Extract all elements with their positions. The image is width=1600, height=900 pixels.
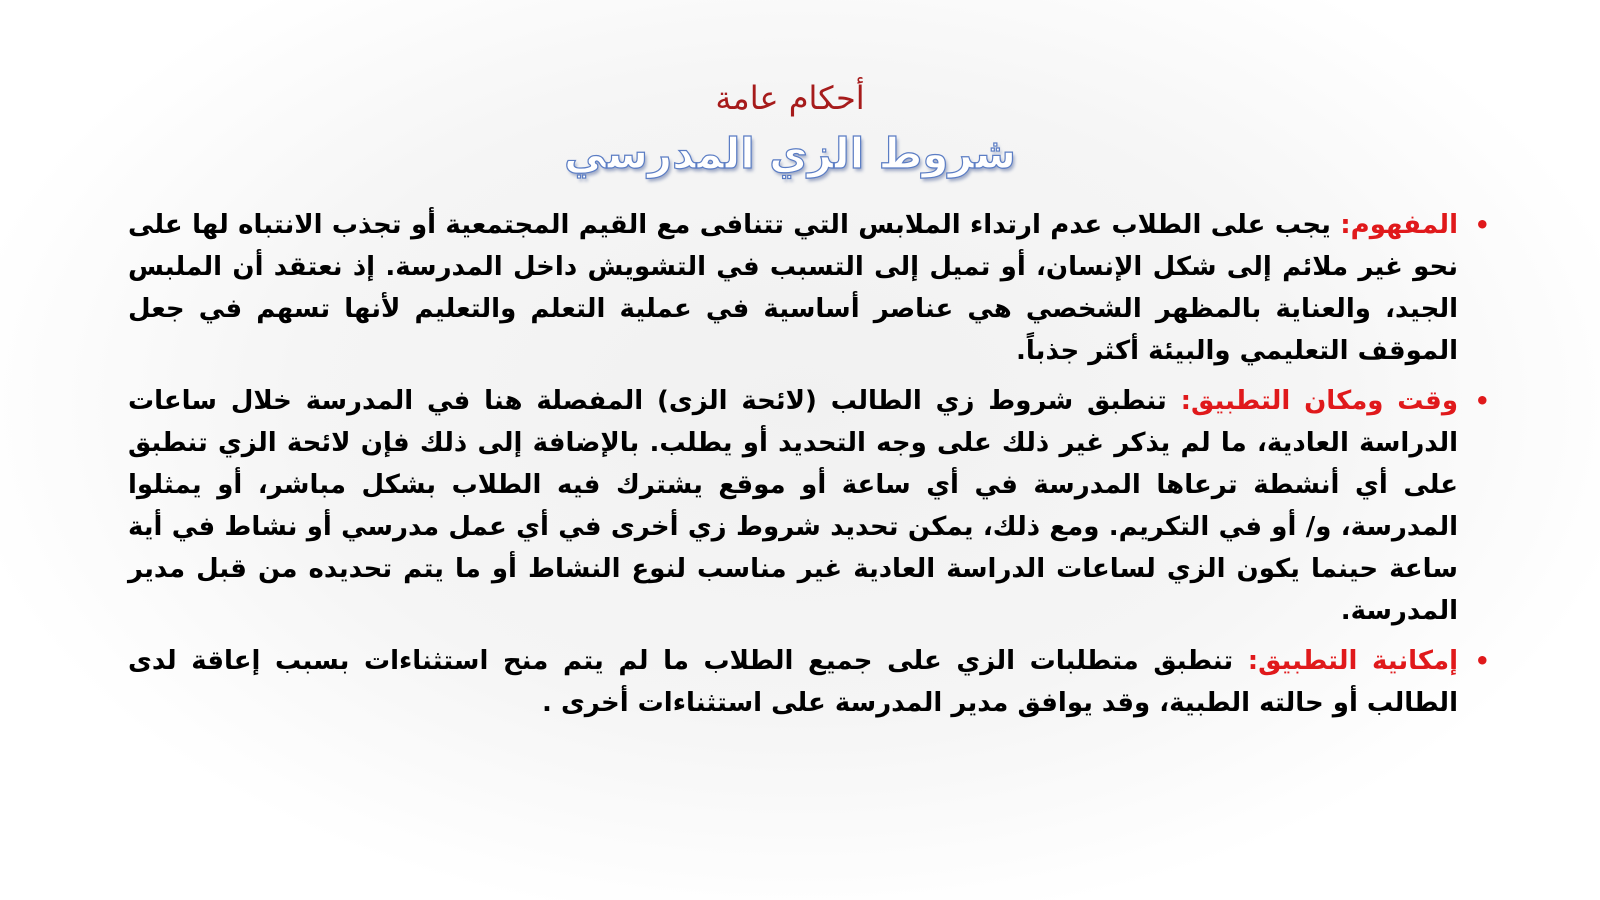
bullet-term: إمكانية التطبيق: [1247, 646, 1458, 676]
bullet-item-applicability [128, 640, 1490, 724]
bullet-term: المفهوم: [1340, 210, 1458, 240]
slide-subtitle: أحكام عامة [715, 79, 865, 117]
bullet-text: تنطبق متطلبات الزي على جميع الطلاب ما لم يتم منح استثناءات بسبب إعاقة لدى الطالب أو حالته الطبية، وقد يوافق مدير المدرسة على استثناءات أخرى . [128, 646, 1458, 718]
bullet-icon: • [1474, 387, 1490, 415]
bullet-item-concept [128, 204, 1490, 372]
bullet-list [128, 204, 1490, 732]
bullet-icon: • [1474, 211, 1490, 239]
bullet-text: تنطبق شروط زي الطالب (لائحة الزى) المفصلة هنا في المدرسة خلال ساعات الدراسة العادية، ما لم يذكر غير ذلك على وجه التحديد أو يطلب. بالإضافة إلى ذلك فإن لائحة الزي تنطبق على أي أنشطة ترعاها المدرسة في أي ساعة أو موقع يشترك فيه الطلاب بشكل مباشر، أو يمثلوا المدرسة، و/ أو في التكريم. ومع ذلك، يمكن تحديد شروط زي أخرى في أي عمل مدرسي أو نشاط في أية ساعة حينما يكون الزي لساعات الدراسة العادية غير مناسب لنوع النشاط أو ما يتم تحديده من قبل مدير المدرسة. [128, 386, 1458, 626]
bullet-text: يجب على الطلاب عدم ارتداء الملابس التي تتنافى مع القيم المجتمعية أو تجذب الانتباه لها على نحو غير ملائم إلى شكل الإنسان، أو تميل إلى التسبب في التشويش داخل المدرسة. إذ نعتقد أن الملبس الجيد، والعناية بالمظهر الشخصي هي عناصر أساسية في عملية التعلم والتعليم لأنها تسهم في جعل الموقف التعليمي والبيئة أكثر جذباً. [128, 210, 1458, 366]
bullet-term: وقت ومكان التطبيق: [1180, 386, 1458, 416]
bullet-item-time-place [128, 380, 1490, 632]
bullet-icon: • [1474, 647, 1490, 675]
slide-title: شروط الزي المدرسي [564, 129, 1016, 178]
